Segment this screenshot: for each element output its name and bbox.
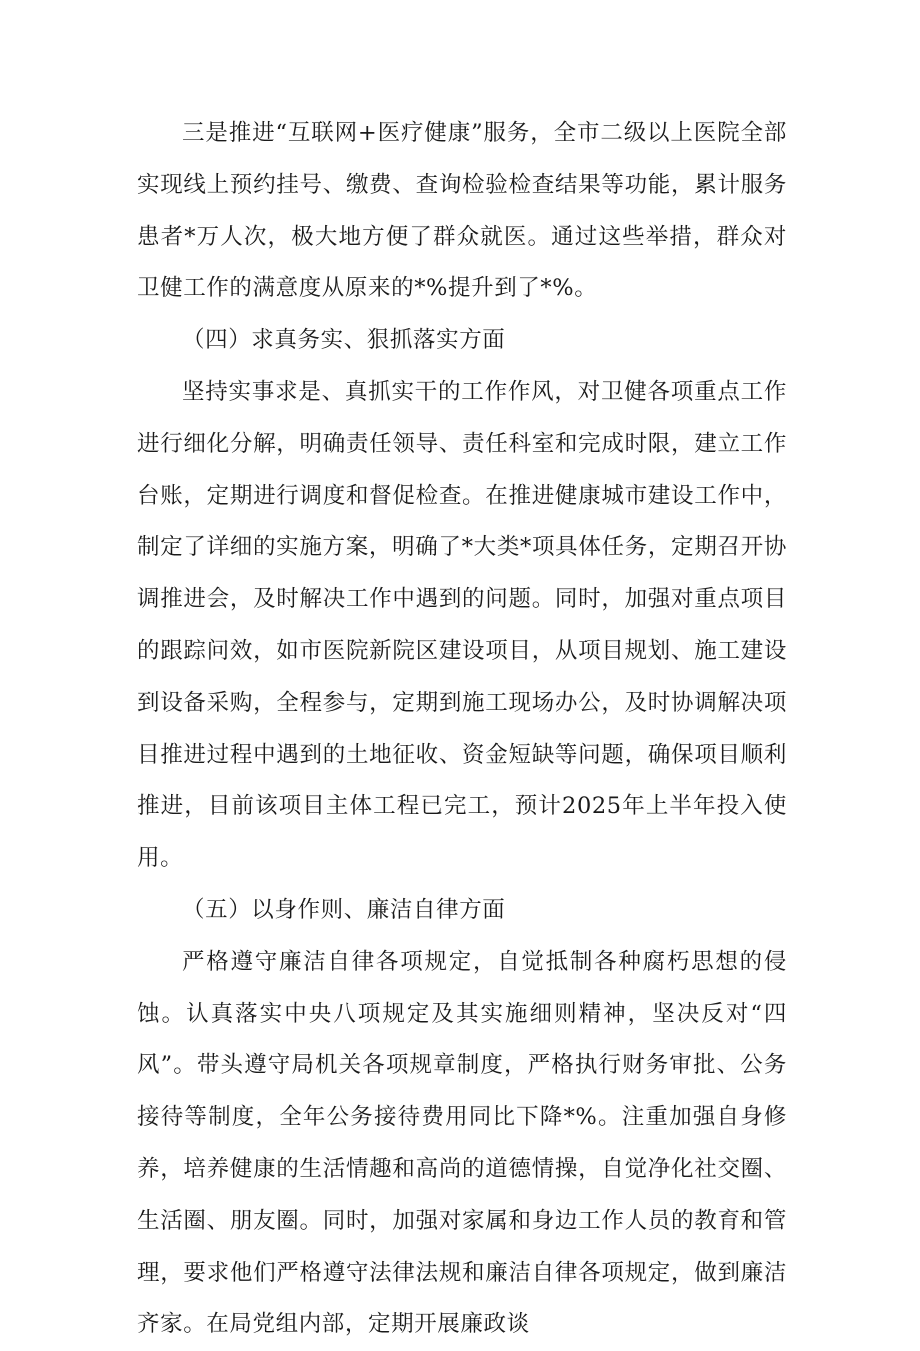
section-heading-4: （四）求真务实、狠抓落实方面 (182, 327, 506, 354)
paragraph-internet-healthcare: 三是推进“互联网+医疗健康”服务，全市二级以上医院全部实现线上预约挂号、缴费、查询检验检查结果等功能，累计服务患者*万人次，极大地方便了群众就医。通过这些举措，群众对卫健工作的满意度从原来的*%提升到了*%。 (137, 120, 787, 302)
paragraph-integrity: 严格遵守廉洁自律各项规定，自觉抵制各种腐朽思想的侵蚀。认真落实中央八项规定及其实施细则精神，坚决反对“四风”。带头遵守局机关各项规章制度，严格执行财务审批、公务接待等制度，全年公务接待费用同比下降*%。注重加强自身修养，培养健康的生活情趣和高尚的道德情操，自觉净化社交圈、生活圈、朋友圈。同时，加强对家属和身边工作人员的教育和管理，要求他们严格遵守法律法规和廉洁自律各项规定，做到廉洁齐家。在局党组内部，定期开展廉政谈 (137, 948, 787, 1338)
section-heading-5: （五）以身作则、廉洁自律方面 (182, 896, 506, 923)
paragraph-implementation: 坚持实事求是、真抓实干的工作作风，对卫健各项重点工作进行细化分解，明确责任领导、责任科室和完成时限，建立工作台账，定期进行调度和督促检查。在推进健康城市建设工作中，制定了详细的实施方案，明确了*大类*项具体任务，定期召开协调推进会，及时解决工作中遇到的问题。同时，加强对重点项目的跟踪问效，如市医院新院区建设项目，从项目规划、施工建设到设备采购，全程参与，定期到施工现场办公，及时协调解决项目推进过程中遇到的土地征收、资金短缺等问题，确保项目顺利推进，目前该项目主体工程已完工，预计2025年上半年投入使用。 (137, 378, 787, 872)
document-body (137, 108, 787, 1351)
